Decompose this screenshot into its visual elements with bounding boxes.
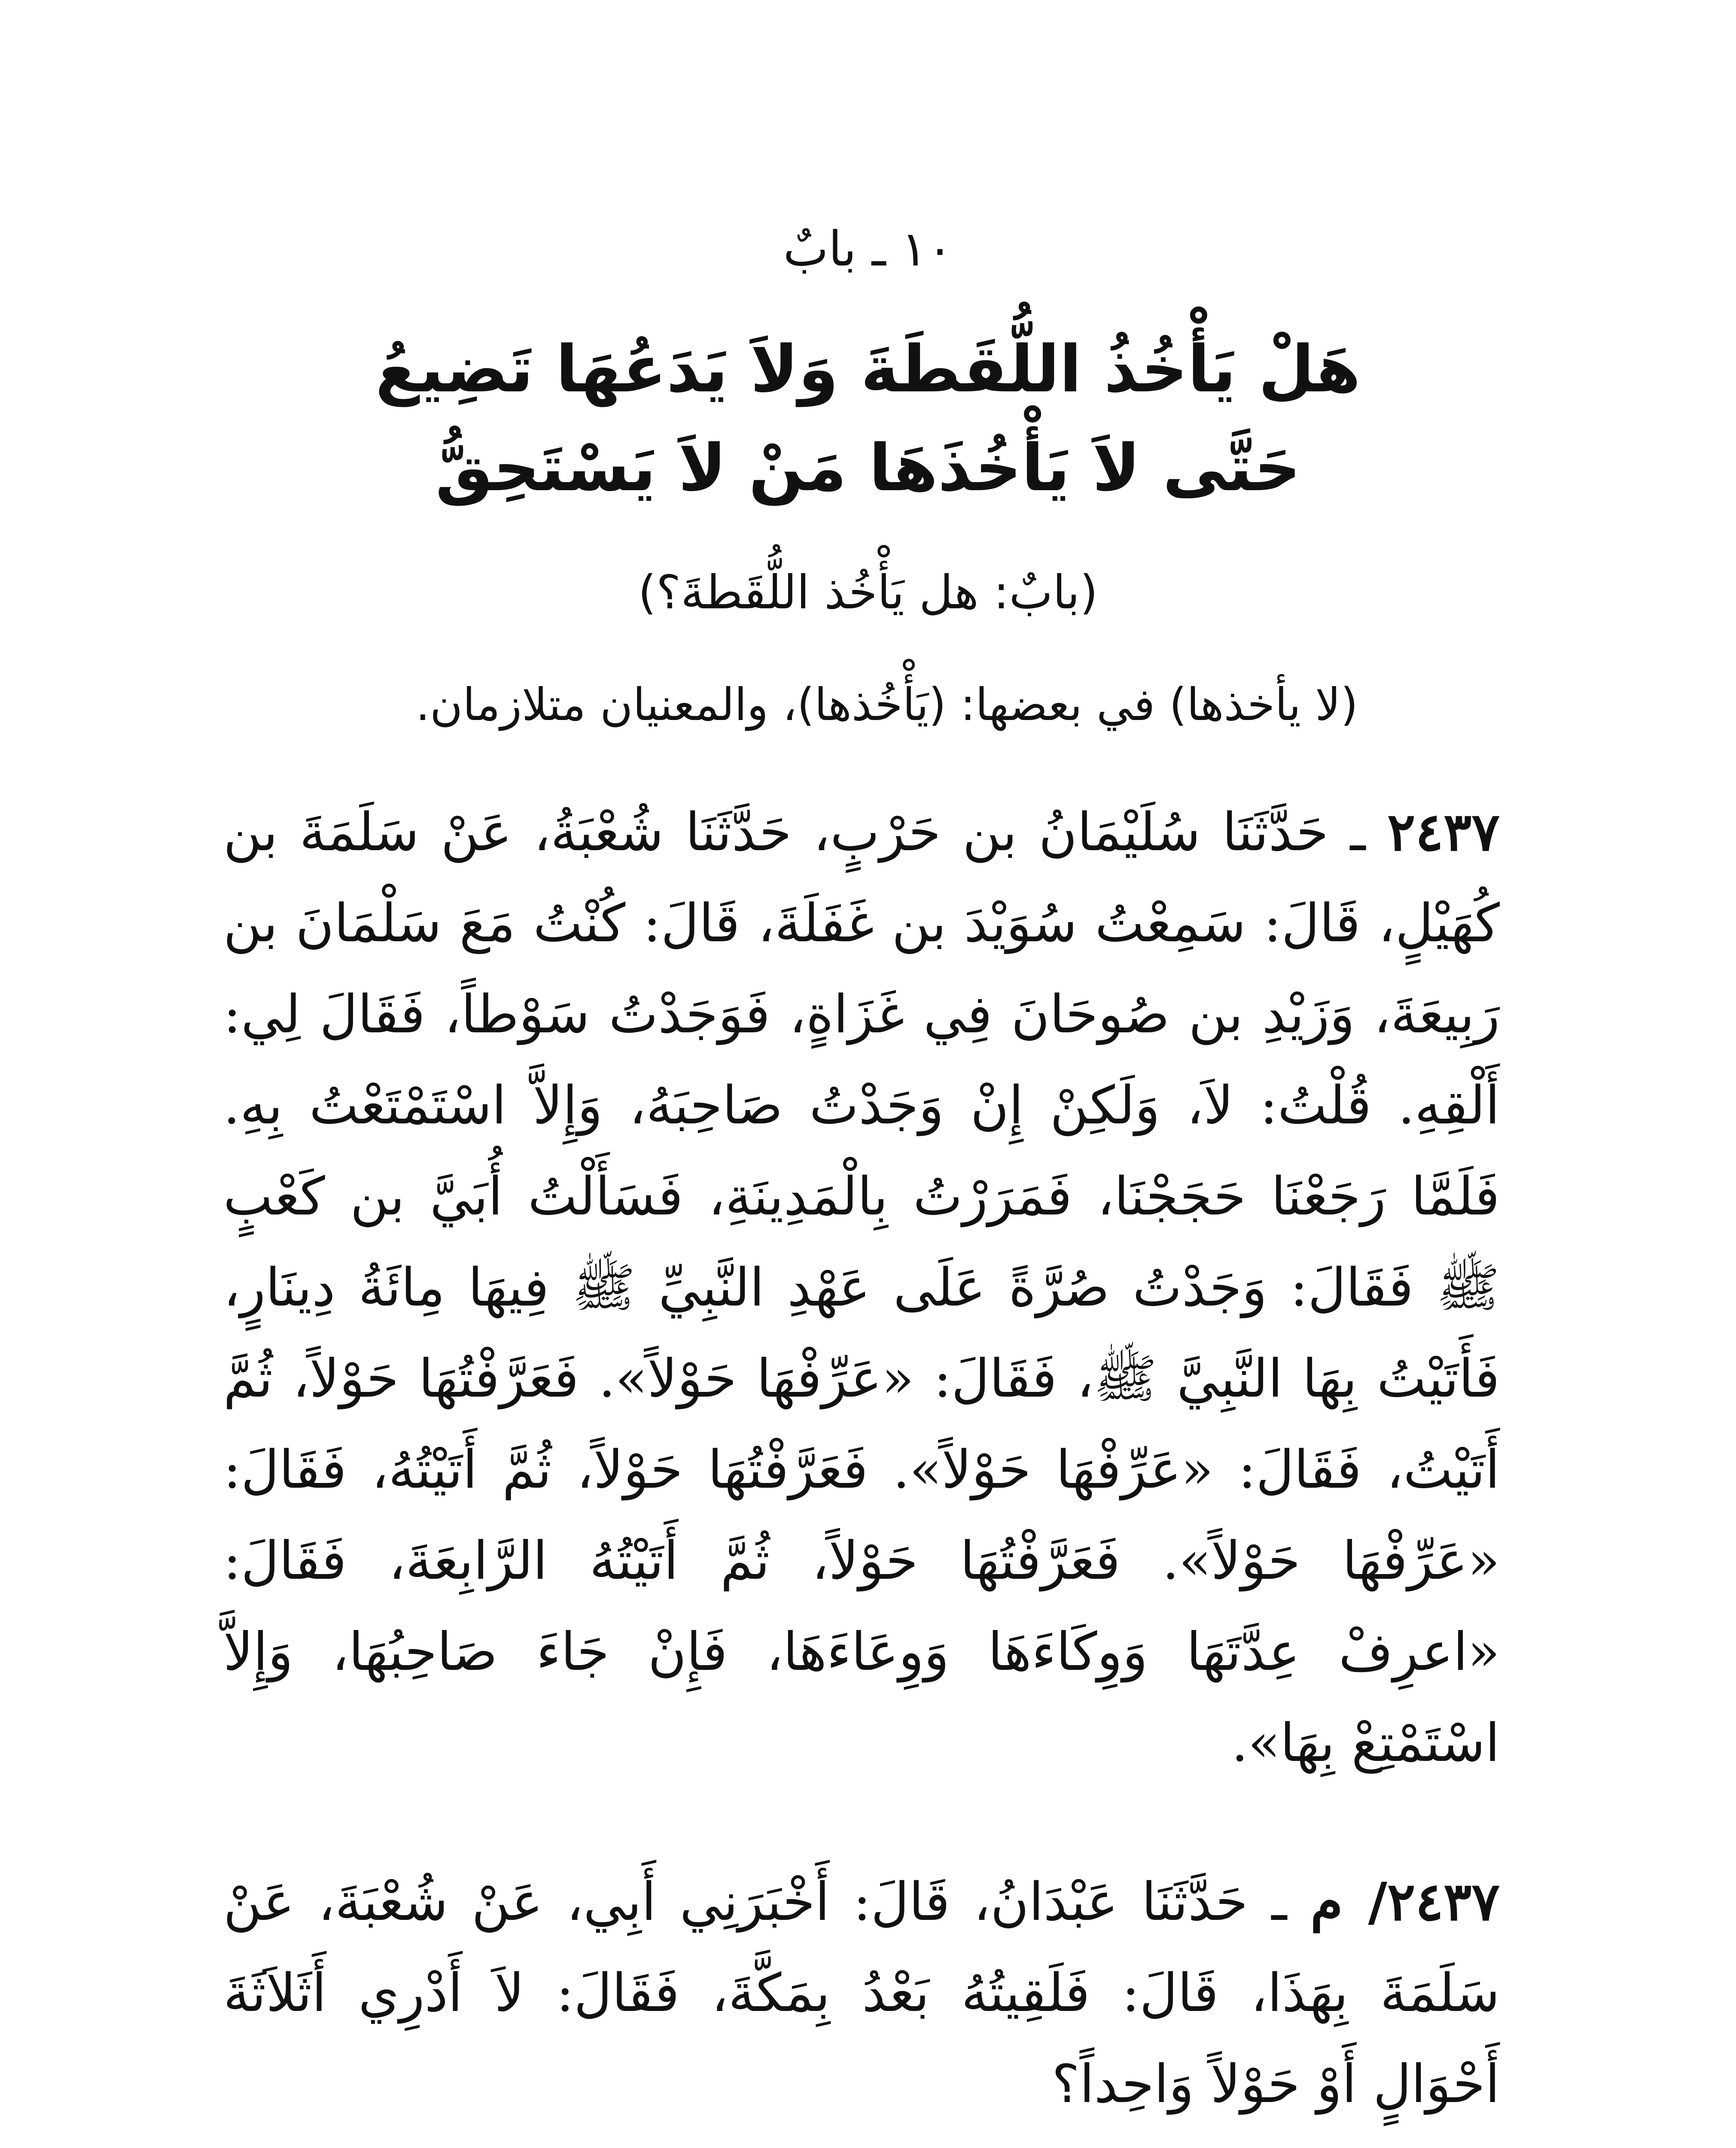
hadith-paragraph — [223, 786, 1500, 1788]
hadith-paragraph — [223, 1856, 1500, 2130]
chapter-title-line-2: حَتَّى لاَ يَأْخُذَهَا مَنْ لاَ يَسْتَحِقُّ — [435, 431, 1301, 506]
chapter-number: ١٠ ـ بابٌ — [783, 221, 953, 277]
hadith-number: ٢٤٣٧ — [1387, 801, 1500, 863]
commentary-heading: (بابٌ: هل يَأْخُذ اللُّقَطةَ؟) — [638, 566, 1098, 619]
commentary-note: (لا يأخذها) في بعضها: (يَأْخُذها)، والمعنيان متلازمان. — [415, 678, 1358, 731]
hadith-number: ٢٤٣٧/ م — [1310, 1870, 1500, 1932]
chapter-title-line-1: هَلْ يَأْخُذُ اللُّقَطَةَ وَلاَ يَدَعُهَا تَضِيعُ — [375, 332, 1361, 407]
hadith-text: ـ حَدَّثَنَا عَبْدَانُ، قَالَ: أَخْبَرَنِي أَبِي، عَنْ شُعْبَةَ، عَنْ سَلَمَةَ بِهَذَا، قَالَ: فَلَقِيتُهُ بَعْدُ بِمَكَّةَ، فَقَالَ: لاَ أَدْرِي أَثَلاَثَةَ أَحْوَالٍ أَوْ حَوْلاً وَاحِداً؟ — [223, 1871, 1500, 2114]
hadith-text: ـ حَدَّثَنَا سُلَيْمَانُ بن حَرْبٍ، حَدَّثَنَا شُعْبَةُ، عَنْ سَلَمَةَ بن كُهَيْلٍ، قَالَ: سَمِعْتُ سُوَيْدَ بن غَفَلَةَ، قَالَ: كُنْتُ مَعَ سَلْمَانَ بن رَبِيعَةَ، وَزَيْدِ بن صُوحَانَ فِي غَزَاةٍ، فَوَجَدْتُ سَوْطاً، فَقَالَ لِي: أَلْقِهِ. قُلْتُ: لاَ، وَلَكِنْ إِنْ وَجَدْتُ صَاحِبَهُ، وَإِلاَّ اسْتَمْتَعْتُ بِهِ. فَلَمَّا رَجَعْنَا حَجَجْنَا، فَمَرَرْتُ بِالْمَدِينَةِ، فَسَأَلْتُ أُبَيَّ بن كَعْبٍ ﷺ فَقَالَ: وَجَدْتُ صُرَّةً عَلَى عَهْدِ النَّبِيِّ ﷺ فِيهَا مِائَةُ دِينَارٍ، فَأَتَيْتُ بِهَا النَّبِيَّ ﷺ، فَقَالَ: «عَرِّفْهَا حَوْلاً». فَعَرَّفْتُهَا حَوْلاً، ثُمَّ أَتَيْتُ، فَقَالَ: «عَرِّفْهَا حَوْلاً». فَعَرَّفْتُهَا حَوْلاً، ثُمَّ أَتَيْتُهُ، فَقَالَ: «عَرِّفْهَا حَوْلاً». فَعَرَّفْتُهَا حَوْلاً، ثُمَّ أَتَيْتُهُ الرَّابِعَةَ، فَقَالَ: «اعرِفْ عِدَّتَهَا وَوِكَاءَهَا وَوِعَاءَهَا، فَإِنْ جَاءَ صَاحِبُهَا، وَإِلاَّ اسْتَمْتِعْ بِهَا». — [223, 802, 1500, 1773]
